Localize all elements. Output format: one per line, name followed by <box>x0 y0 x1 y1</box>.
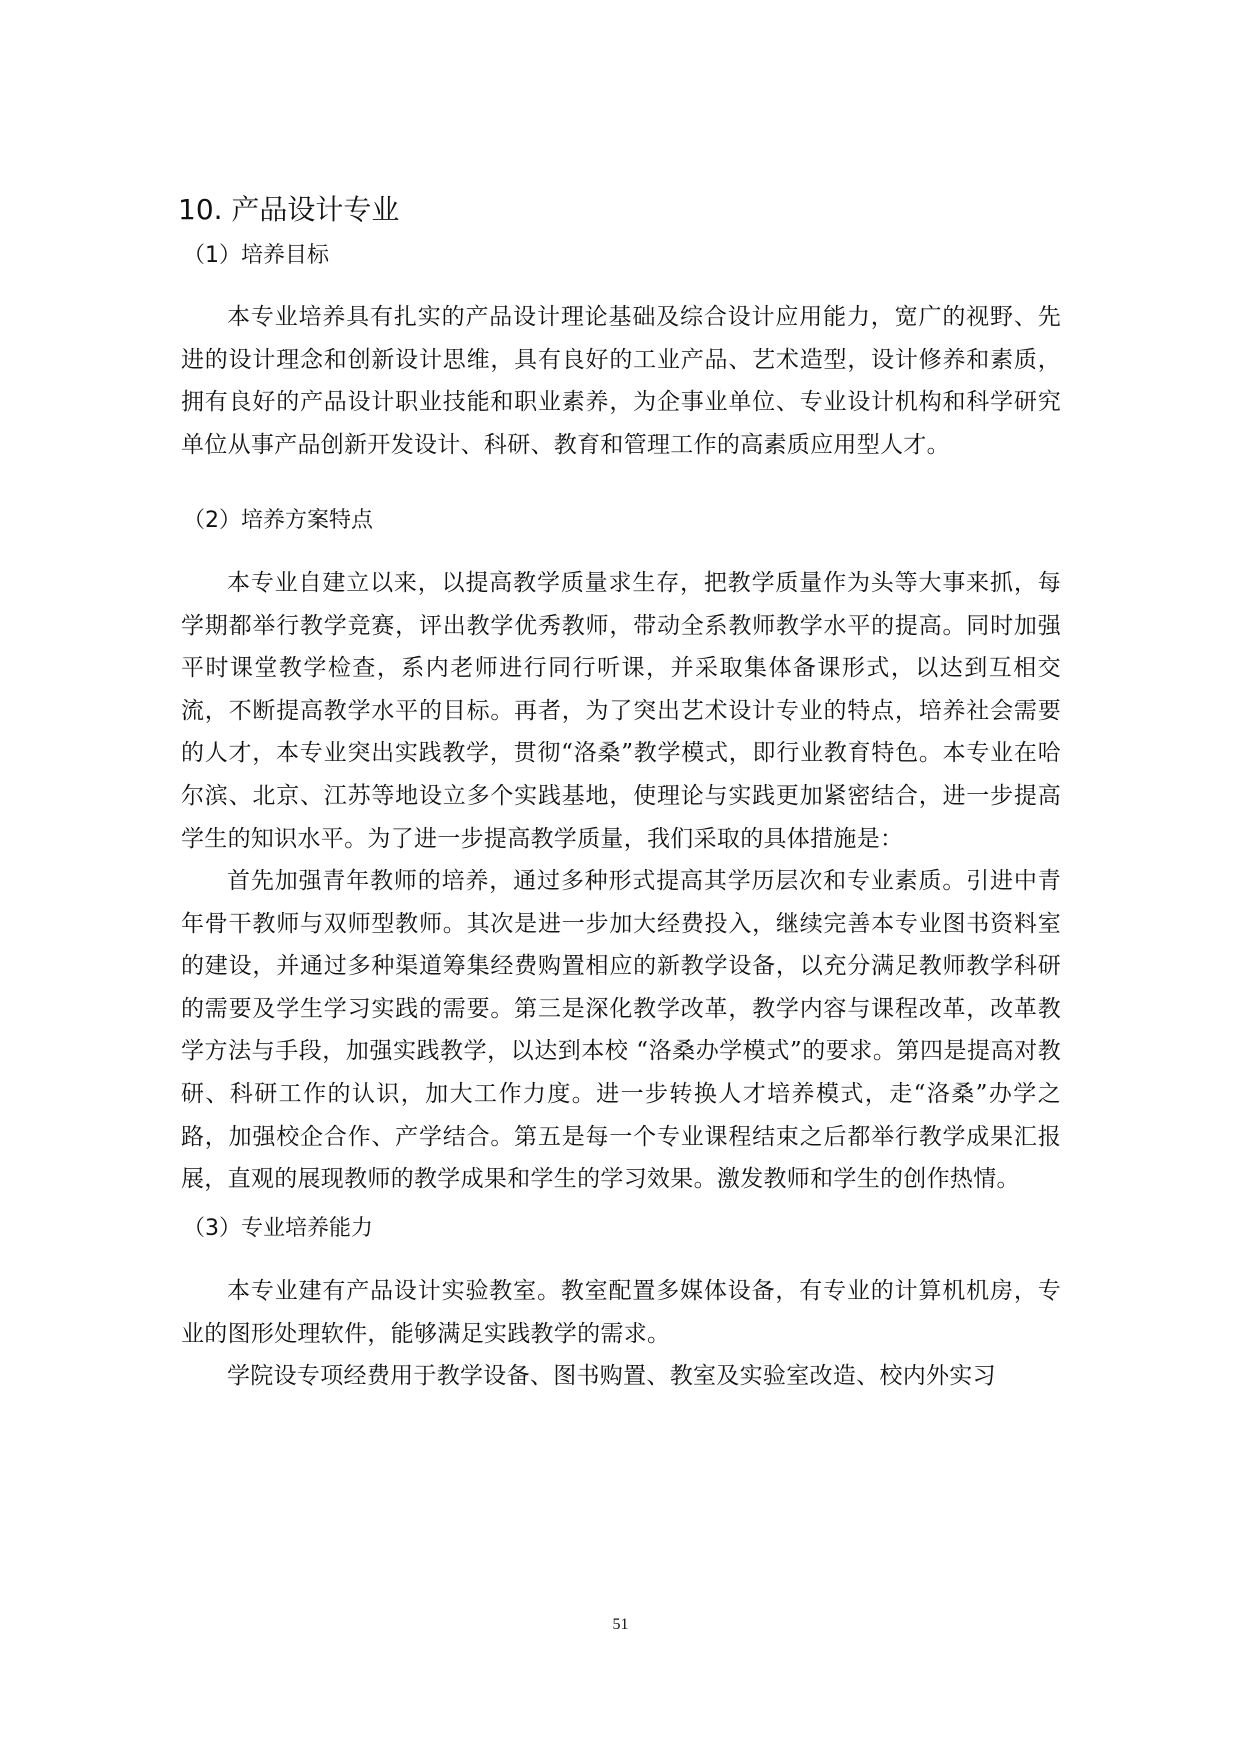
page-number: 51 <box>612 1616 629 1633</box>
subsection-heading-training-goals: （1）培养目标 <box>183 243 329 268</box>
subsection-heading-program-features: （2）培养方案特点 <box>183 508 373 533</box>
paragraph-training-goals: 本专业培养具有扎实的产品设计理论基础及综合设计应用能力，宽广的视野、先进的设计理念和创新设计思维，具有良好的工业产品、艺术造型，设计修养和素质，拥有良好的产品设计职业技能和职业素养，为企事业单位、专业设计机构和科学研究单位从事产品创新开发设计、科研、教育和管理工作的高素质应用型人才。 <box>181 304 1061 458</box>
paragraph-program-features-2: 首先加强青年教师的培养，通过多种形式提高其学历层次和专业素质。引进中青年骨干教师与双师型教师。其次是进一步加大经费投入，继续完善本专业图书资料室的建设，并通过多种渠道筹集经费购置相应的新教学设备，以充分满足教师教学科研的需要及学生学习实践的需要。第三是深化教学改革，教学内容与课程改革，改革教学方法与手段，加强实践教学，以达到本校 “洛桑办学模式”的要求。第四是提高对教研、科研工作的认识，加大工作力度。进一步转换人才培养模式，走“洛桑”办学之路，加强校企合作、产学结合。第五是每一个专业课程结束之后都举行教学成果汇报展，直观的展现教师的教学成果和学生的学习效果。激发教师和学生的创作热情。 <box>181 868 1061 1193</box>
paragraph-training-capacity-1: 本专业建有产品设计实验教室。教室配置多媒体设备，有专业的计算机机房，专业的图形处理软件，能够满足实践教学的需求。 <box>181 1278 1061 1347</box>
section-title: 10. 产品设计专业 <box>178 193 400 226</box>
subsection-heading-training-capacity: （3）专业培养能力 <box>183 1216 373 1241</box>
paragraph-training-capacity-2: 学院设专项经费用于教学设备、图书购置、教室及实验室改造、校内外实习 <box>227 1363 996 1389</box>
paragraph-program-features-1: 本专业自建立以来，以提高教学质量求生存，把教学质量作为头等大事来抓，每学期都举行教学竞赛，评出教学优秀教师，带动全系教师教学水平的提高。同时加强平时课堂教学检查，系内老师进行同行听课，并采取集体备课形式，以达到互相交流，不断提高教学水平的目标。再者，为了突出艺术设计专业的特点，培养社会需要的人才，本专业突出实践教学，贯彻“洛桑”教学模式，即行业教育特色。本专业在哈尔滨、北京、江苏等地设立多个实践基地，使理论与实践更加紧密结合，进一步提高学生的知识水平。为了进一步提高教学质量，我们采取的具体措施是： <box>181 570 1061 852</box>
